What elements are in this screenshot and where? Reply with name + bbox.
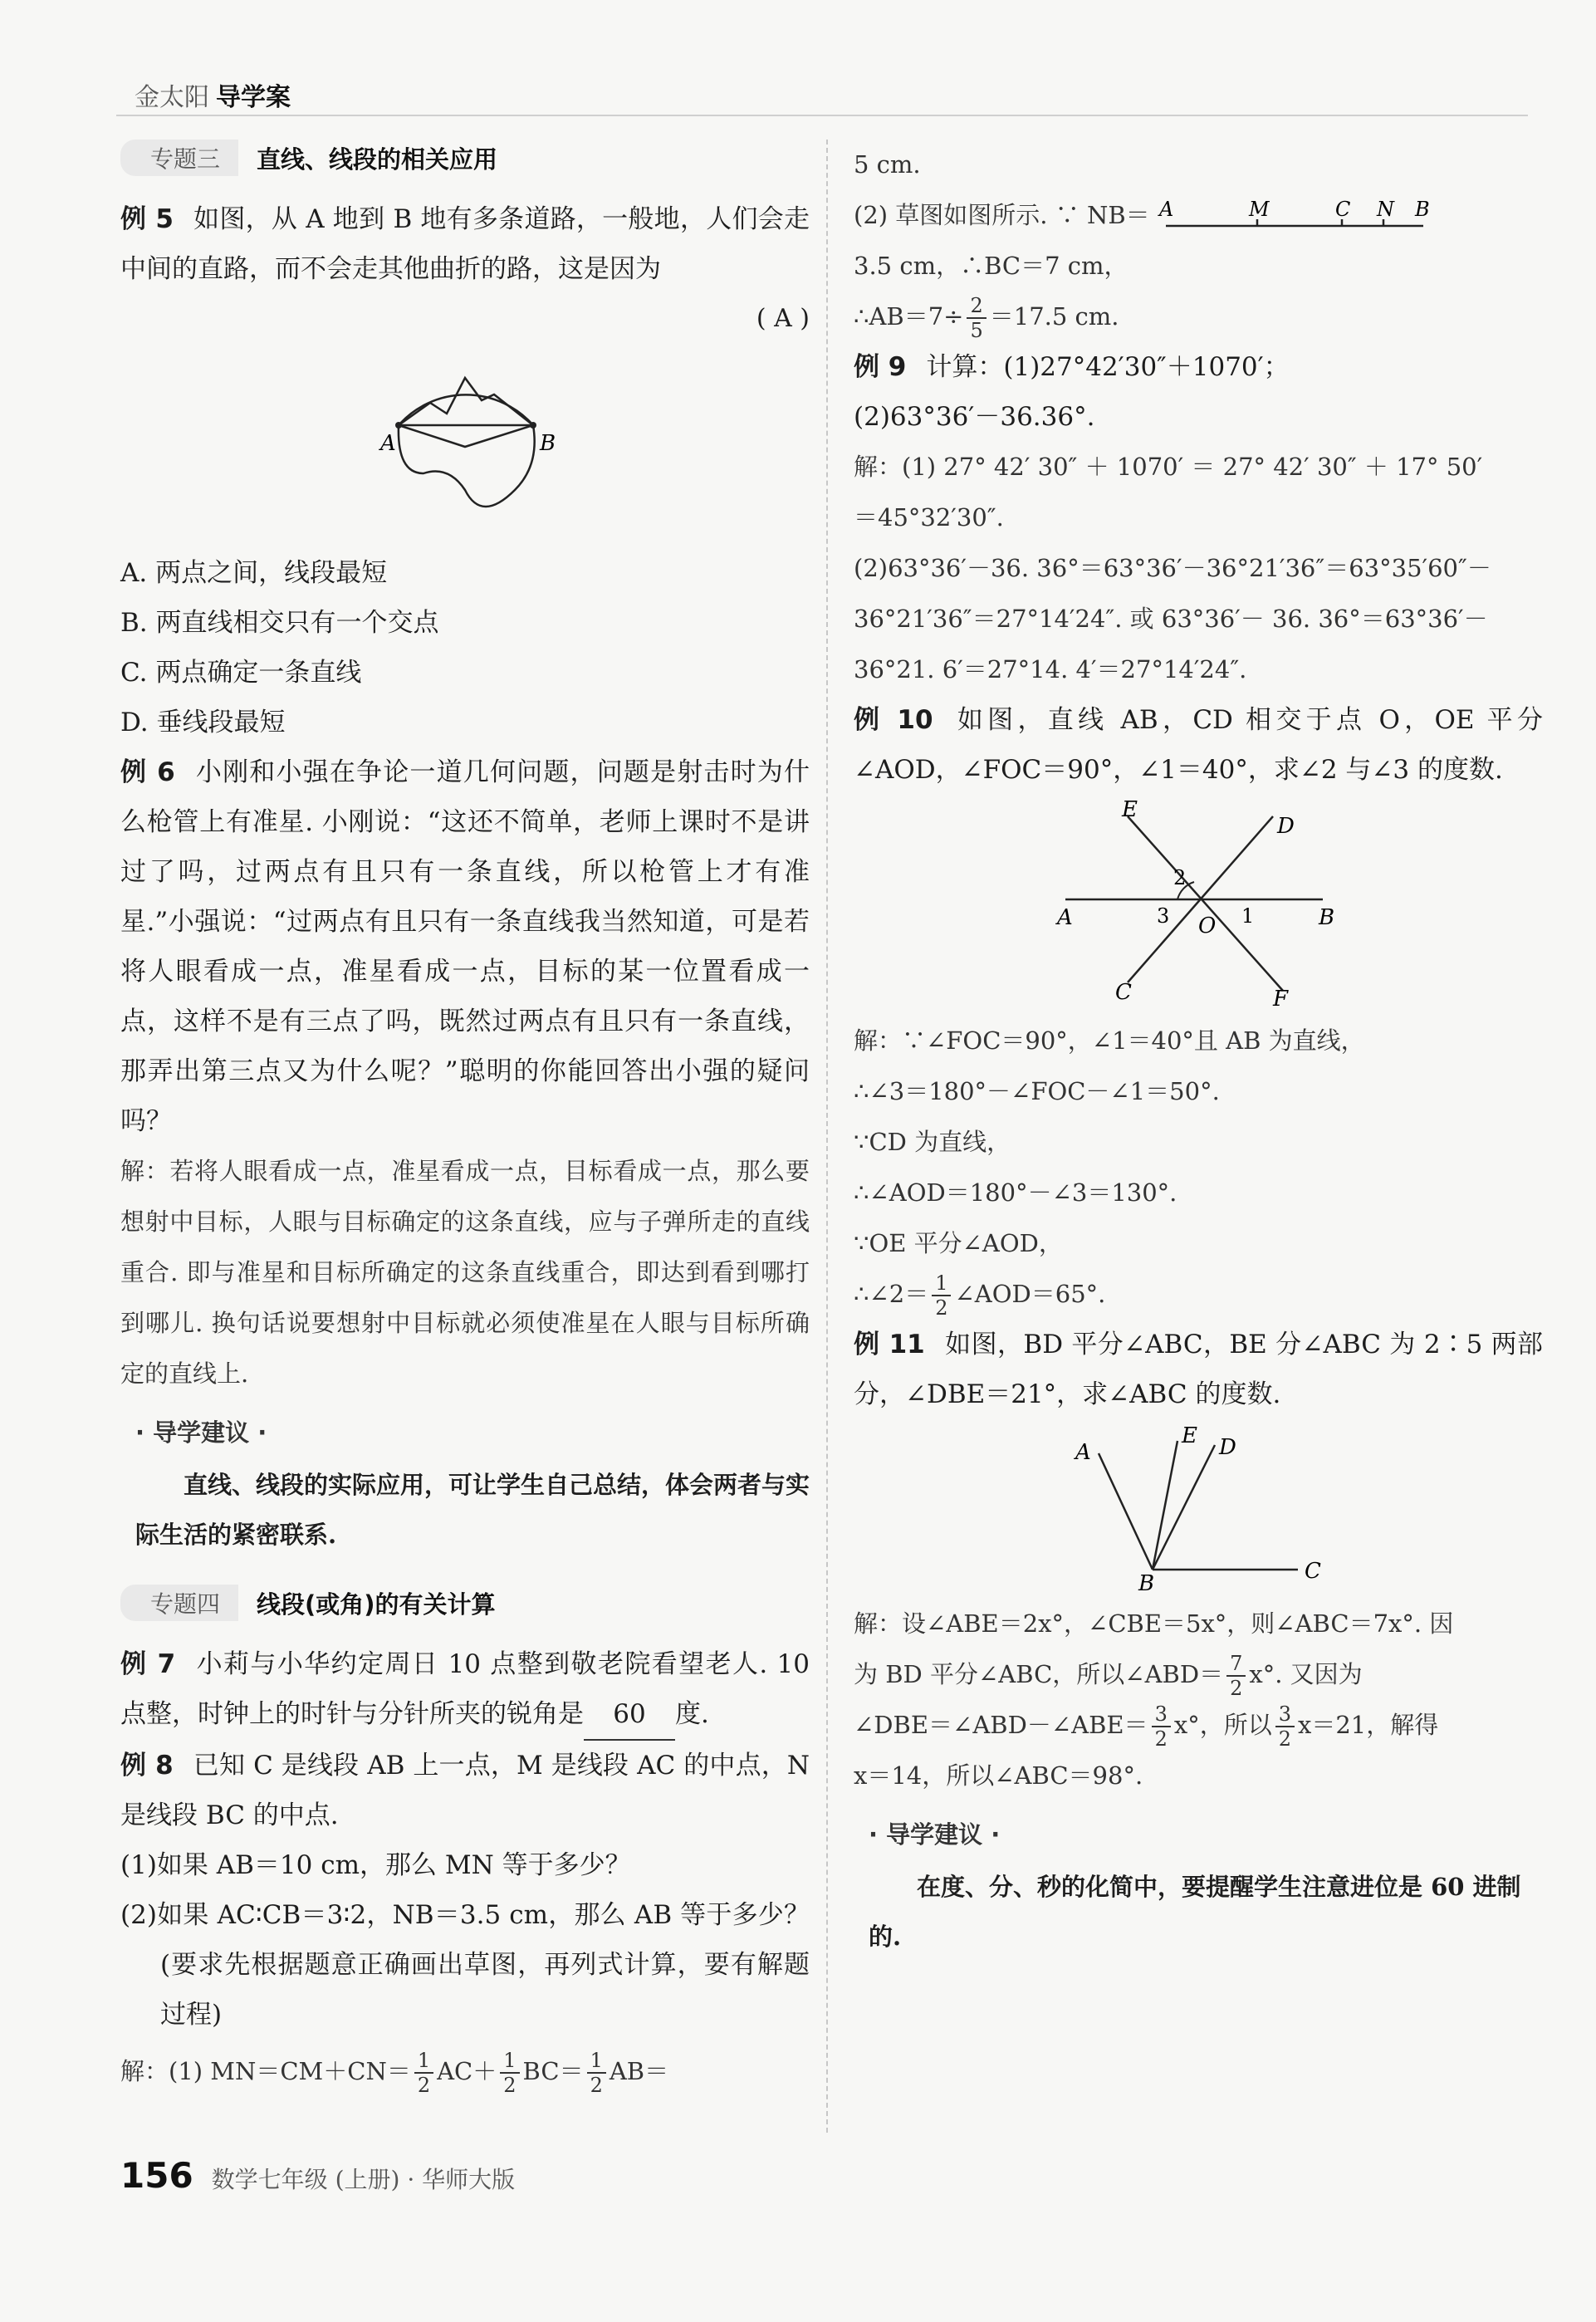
example-6 [120, 747, 810, 1146]
example-9-text-2: (2)63°36′－36.36°. [854, 402, 1095, 432]
series-name: 导学案 [216, 83, 291, 112]
curve-bottom [399, 425, 535, 507]
example-10-label: 例 10 [854, 705, 933, 735]
example-7-text: 小莉与小华约定周日 10 点整到敬老院看望老人. 10 点整，时钟上的时针与分针所夹的锐角是 [120, 1649, 810, 1729]
example-5-figure [340, 349, 590, 540]
example-7 [120, 1639, 810, 1741]
example-5-label: 例 5 [120, 204, 174, 234]
example-9-sol-5: 36°21. 6′＝27°14. 4′＝27°14′24″. [854, 655, 1247, 683]
example-10 [854, 695, 1543, 795]
ex10-last-b: ∠AOD＝65°. [954, 1280, 1106, 1308]
column-divider [826, 140, 828, 2133]
tip-2-heading: · 导学建议 · [869, 1820, 1001, 1849]
fig11-label-b: B [1138, 1571, 1155, 1590]
example-6-text: 小刚和小强在争论一道几何问题，问题是射击时为什么枪管上有准星. 小刚说：“这还不简单，老师上课时不是讲过了吗，过两点有且只有一条直线，所以枪管上才有准星.”小强说：“过两点有且只有一条直线我当然知道，可是若将人眼看成一点，准星看成一点，目标的某一位置看成一点，这样不是有三点了吗，既然过两点有且只有一条直线，那弄出第三点又为什么呢？”聪明的你能回答出小强的疑问吗？ [120, 757, 810, 1136]
example-9-sol-1: 解：(1) 27° 42′ 30″ ＋ 1070′ ＝ 27° 42′ 30″ ＋ 17° 50′ [854, 453, 1483, 481]
example-7-tail: 度. [675, 1699, 709, 1729]
example-9-label: 例 9 [854, 352, 907, 382]
example-8-cont-2 [854, 190, 1543, 241]
example-8-cont-1: 5 cm. [854, 150, 921, 179]
page-footer [120, 2155, 515, 2196]
seg-label-a: A [1158, 198, 1174, 221]
example-8-label: 例 8 [120, 1751, 174, 1781]
example-7-label: 例 7 [120, 1649, 176, 1679]
example-9-text: 计算：(1)27°42′30″＋1070′； [926, 352, 1290, 382]
fig11-label-c: C [1305, 1559, 1321, 1584]
frac-half-3: $\frac{1}{2}$ [587, 2049, 606, 2097]
option-c: C. 两点确定一条直线 [120, 658, 362, 688]
fig10-angle-3: 3 [1157, 904, 1170, 928]
example-8-q1: (1)如果 AB＝10 cm，那么 MN 等于多少？ [120, 1850, 631, 1880]
frac-half-1: $\frac{1}{2}$ [414, 2049, 433, 2097]
example-8-q2: (2)如果 AC∶CB＝3∶2，NB＝3.5 cm，那么 AB 等于多少？(要求先根据题意正确画出草图，再列式计算，要有解题过程) [120, 1900, 810, 2030]
example-11-sol-4: x＝14，所以∠ABC＝98°. [854, 1761, 1143, 1790]
ex11-s3a: ∠DBE＝∠ABD－∠ABE＝ [854, 1711, 1148, 1739]
example-6-label: 例 6 [120, 757, 175, 787]
fig11-label-a: A [1075, 1440, 1091, 1465]
fig10-label-e: E [1122, 800, 1138, 822]
example-8 [120, 1741, 810, 1840]
fig10-label-b: B [1319, 905, 1335, 930]
topic-4-heading [120, 1585, 810, 1621]
brand [135, 76, 291, 113]
example-11-label: 例 11 [854, 1330, 925, 1359]
example-11-text: 如图，BD 平分∠ABC，BE 分∠ABC 为 2∶5 两部分，∠DBE＝21°，求∠ABC 的度数. [854, 1330, 1543, 1409]
seg-label-m: M [1248, 198, 1270, 221]
ex11-s2b: x°. 又因为 [1249, 1660, 1363, 1688]
option-d: D. 垂线段最短 [120, 708, 286, 737]
topic-4-title: 线段(或角)的有关计算 [257, 1590, 496, 1619]
example-10-figure [1049, 800, 1348, 1007]
example-8-solution-1 [120, 2046, 810, 2097]
example-11 [854, 1320, 1543, 1419]
ray-ba [1099, 1453, 1153, 1570]
zigzag-top [399, 378, 533, 425]
example-9-sol-3: (2)63°36′－36. 36°＝63°36′－36°21′36″＝63°35′60″－ [854, 554, 1491, 582]
tip-1-body: 直线、线段的实际应用，可让学生自己总结，体会两者与实际生活的紧密联系. [135, 1471, 810, 1549]
left-column [120, 140, 810, 2097]
example-10-sol-5: ∵OE 平分∠AOD， [854, 1229, 1063, 1257]
page-number: 156 [120, 2155, 193, 2196]
right-column [854, 140, 1543, 1986]
example-7-blank: 60 [584, 1689, 675, 1741]
example-10-sol-4: ∴∠AOD＝180°－∠3＝130°. [854, 1178, 1177, 1207]
example-5 [120, 194, 810, 294]
sol1-prefix: 解：(1) MN＝CM＋CN＝ [120, 2057, 411, 2085]
page-header [116, 73, 1528, 116]
ex11-s3c: x＝21，解得 [1297, 1711, 1439, 1739]
example-9 [854, 342, 1543, 392]
example-9-sol-2: ＝45°32′30″. [854, 503, 1004, 532]
seg-label-b: B [1414, 198, 1430, 221]
seg-label-c: C [1334, 198, 1351, 221]
example-11-sol-1: 解：设∠ABE＝2x°，∠CBE＝5x°，则∠ABC＝7x°. 因 [854, 1609, 1454, 1638]
example-10-sol-6 [854, 1269, 1543, 1320]
zigzag-bottom [399, 425, 533, 447]
ex11-s3b: x°，所以 [1173, 1711, 1272, 1739]
option-b: B. 两直线相交只有一个交点 [120, 608, 439, 638]
frac-seven-halves: $\frac{7}{2}$ [1226, 1652, 1246, 1700]
fig10-label-d: D [1277, 814, 1295, 839]
ray-bd [1153, 1445, 1215, 1570]
tip-1-heading: · 导学建议 · [135, 1418, 267, 1447]
example-5-text: 如图，从 A 地到 B 地有多条道路，一般地，人们会走中间的直路，而不会走其他曲折的路，这是因为 [120, 204, 810, 284]
topic-3-tag: 专题三 [120, 140, 238, 176]
frac-three-halves-1: $\frac{3}{2}$ [1152, 1702, 1171, 1751]
label-a: A [380, 431, 396, 456]
ray-be [1153, 1441, 1177, 1570]
example-10-sol-1: 解：∵∠FOC＝90°，∠1＝40°且 AB 为直线， [854, 1026, 1365, 1055]
example-8-cont-4 [854, 291, 1543, 342]
example-10-sol-2: ∴∠3＝180°－∠FOC－∠1＝50°. [854, 1077, 1220, 1105]
example-11-sol-3 [854, 1700, 1543, 1751]
fig10-angle-1: 1 [1241, 904, 1255, 928]
example-9-sol-4: 36°21′36″＝27°14′24″. 或 63°36′－ 36. 36°＝63°36′－ [854, 605, 1488, 633]
fig10-label-o: O [1198, 914, 1217, 938]
sol1-ac: AC＋ [437, 2057, 497, 2085]
fig11-label-e: E [1182, 1424, 1197, 1448]
example-8-cont-3: 3.5 cm，∴BC＝7 cm， [854, 252, 1128, 280]
option-a: A. 两点之间，线段最短 [120, 558, 388, 588]
example-11-figure [1049, 1424, 1348, 1590]
fig10-label-c: C [1115, 980, 1132, 1005]
brand-name: 金太阳 [135, 83, 209, 112]
seg-label-n: N [1376, 198, 1394, 221]
example-10-text: 如图，直线 AB，CD 相交于点 O，OE 平分∠AOD，∠FOC＝90°，∠1＝40°，求∠2 与∠3 的度数. [854, 705, 1543, 785]
frac-half-2: $\frac{1}{2}$ [500, 2049, 519, 2097]
ex8-sketch-text: (2) 草图如图所示. ∵ NB＝ [854, 201, 1150, 229]
example-10-sol-3: ∵CD 为直线， [854, 1128, 1011, 1156]
example-8-text: 已知 C 是线段 AB 上一点，M 是线段 AC 的中点，N 是线段 BC 的中点. [120, 1751, 810, 1830]
sol1-bc: BC＝ [522, 2057, 584, 2085]
point-a [395, 422, 402, 429]
example-6-solution: 解：若将人眼看成一点，准星看成一点，目标看成一点，那么要想射中目标，人眼与目标确定的这条直线，应与子弹所走的直线重合. 即与准星和目标所确定的这条直线重合，即达到看到哪打到哪儿. 换句话说要想射中目标就必须使准星在人眼与目标所确定的直线上. [120, 1157, 810, 1388]
sol1-ab: AB＝ [609, 2057, 669, 2085]
book-title: 数学七年级 (上册) · 华师大版 [211, 2166, 516, 2193]
example-11-sol-2 [854, 1649, 1543, 1700]
topic-3-heading [120, 140, 810, 176]
example-5-answer: ( A ) [756, 304, 810, 333]
segment-sketch [1158, 196, 1432, 238]
fig10-label-f: F [1273, 987, 1289, 1007]
fig10-label-a: A [1057, 905, 1073, 930]
label-b: B [540, 431, 556, 456]
fig11-label-d: D [1219, 1435, 1236, 1460]
tip-2-body: 在度、分、秒的化简中，要提醒学生注意进位是 60 进制的. [869, 1873, 1521, 1951]
ex11-s2a: 为 BD 平分∠ABC，所以∠ABD＝ [854, 1660, 1224, 1688]
line-ef [1128, 816, 1283, 991]
topic-3-title: 直线、线段的相关应用 [257, 145, 498, 174]
frac-three-halves-2: $\frac{3}{2}$ [1275, 1702, 1295, 1751]
frac-two-fifths: $\frac{2}{5}$ [967, 294, 986, 342]
point-b [530, 422, 536, 429]
ex8-l4b: ＝17.5 cm. [989, 302, 1119, 331]
topic-4-tag: 专题四 [120, 1585, 238, 1621]
frac-half-ex10: $\frac{1}{2}$ [932, 1271, 951, 1320]
ex8-l4a: ∴AB＝7÷ [854, 302, 964, 331]
ex10-last-a: ∴∠2＝ [854, 1280, 929, 1308]
fig10-angle-2: 2 [1173, 866, 1187, 889]
